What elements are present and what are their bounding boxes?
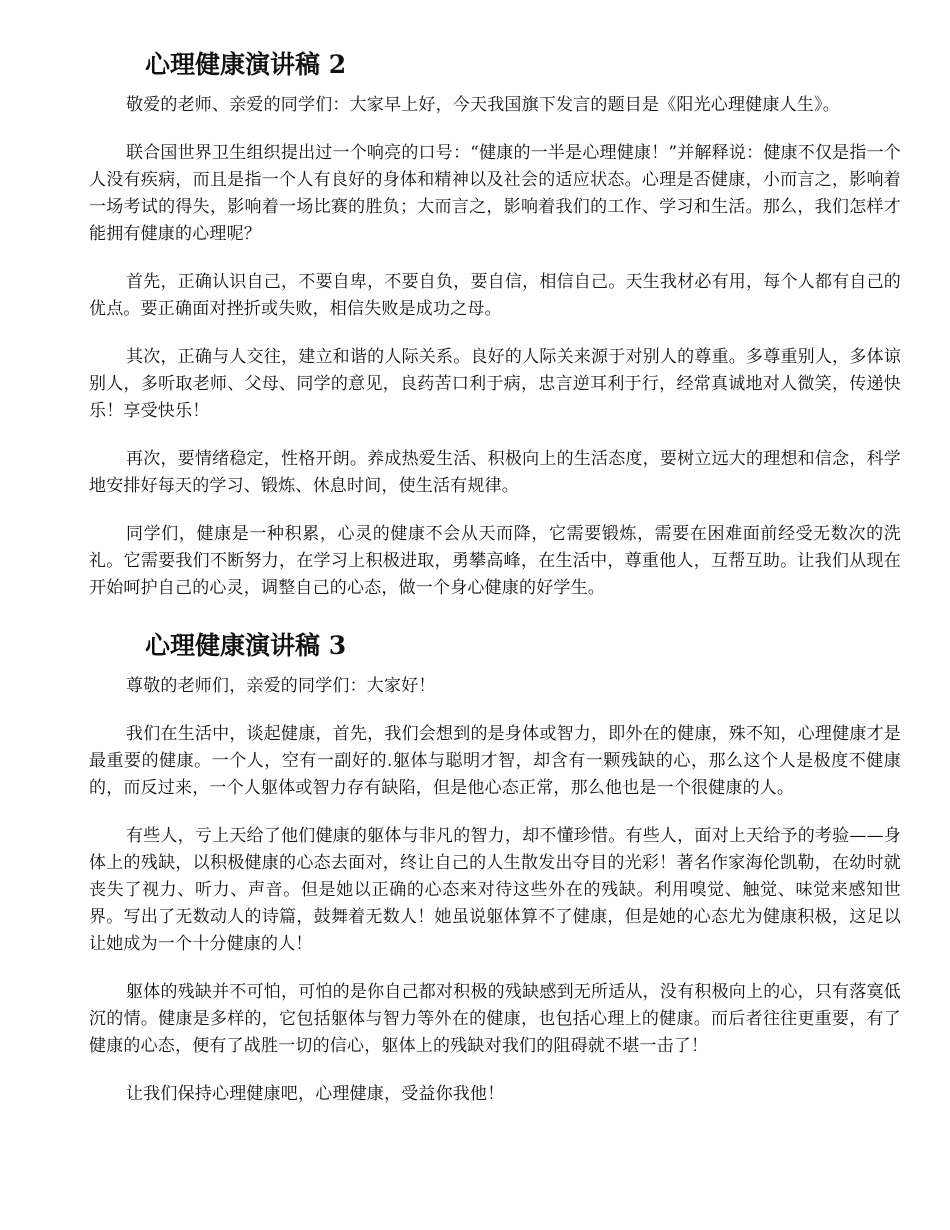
paragraph: 敬爱的老师、亲爱的同学们：大家早上好，今天我国旗下发言的题目是《阳光心理健康人生》。 <box>126 95 840 115</box>
speech-section-3 <box>89 629 901 1108</box>
paragraph: 再次，要情绪稳定，性格开朗。养成热爱生活、积极向上的生活态度，要树立远大的理想和信念，科学地安排好每天的学习、锻炼、休息时间，使生活有规律。 <box>89 449 901 496</box>
paragraph: 其次，正确与人交往，建立和谐的人际关系。良好的人际关来源于对别人的尊重。多尊重别人，多体谅别人，多听取老师、父母、同学的意见，良药苦口利于病，忠言逆耳利于行，经常真诚地对人微笑，传递快乐！享受快乐！ <box>89 347 901 421</box>
speech-section-2 <box>89 48 901 602</box>
paragraph: 我们在生活中，谈起健康，首先，我们会想到的是身体或智力，即外在的健康，殊不知，心理健康才是最重要的健康。一个人，空有一副好的.躯体与聪明才智，却含有一颗残缺的心，那么这个人是极度不健康的，而反过来，一个人躯体或智力存有缺陷，但是他心态正常，那么他也是一个很健康的人。 <box>89 724 901 798</box>
document-page <box>89 48 901 1135</box>
section-title: 心理健康演讲稿 2 <box>145 50 347 79</box>
paragraph: 同学们，健康是一种积累，心灵的健康不会从天而降，它需要锻炼，需要在困难面前经受无数次的洗礼。它需要我们不断努力，在学习上积极进取，勇攀高峰，在生活中，尊重他人，互帮互助。让我们从现在开始呵护自己的心灵，调整自己的心态，做一个身心健康的好学生。 <box>89 524 901 598</box>
paragraph: 躯体的残缺并不可怕，可怕的是你自己都对积极的残缺感到无所适从，没有积极向上的心，只有落寞低沉的情。健康是多样的，它包括躯体与智力等外在的健康，也包括心理上的健康。而后者往往更重要，有了健康的心态，便有了战胜一切的信心，躯体上的残缺对我们的阻碍就不堪一击了！ <box>89 982 901 1056</box>
paragraph: 联合国世界卫生组织提出过一个响亮的口号：“健康的一半是心理健康！”并解释说：健康不仅是指一个人没有疾病，而且是指一个人有良好的身体和精神以及社会的适应状态。心理是否健康，小而言之，影响着一场考试的得失，影响着一场比赛的胜负；大而言之，影响着我们的工作、学习和生活。那么，我们怎样才能拥有健康的心理呢？ <box>89 143 901 244</box>
paragraph: 有些人，亏上天给了他们健康的躯体与非凡的智力，却不懂珍惜。有些人，面对上天给予的考验——身体上的残缺，以积极健康的心态去面对，终让自己的人生散发出夺目的光彩！著名作家海伦凯勒，在幼时就丧失了视力、听力、声音。但是她以正确的心态来对待这些外在的残缺。利用嗅觉、触觉、味觉来感知世界。写出了无数动人的诗篇，鼓舞着无数人！她虽说躯体算不了健康，但是她的心态尤为健康积极，这足以让她成为一个十分健康的人！ <box>89 826 901 954</box>
paragraph: 尊敬的老师们，亲爱的同学们：大家好！ <box>126 676 436 696</box>
paragraph: 让我们保持心理健康吧，心理健康，受益你我他！ <box>126 1084 505 1104</box>
paragraph: 首先，正确认识自己，不要自卑，不要自负，要自信，相信自己。天生我材必有用，每个人都有自己的优点。要正确面对挫折或失败，相信失败是成功之母。 <box>89 272 901 319</box>
section-title: 心理健康演讲稿 3 <box>145 631 347 660</box>
